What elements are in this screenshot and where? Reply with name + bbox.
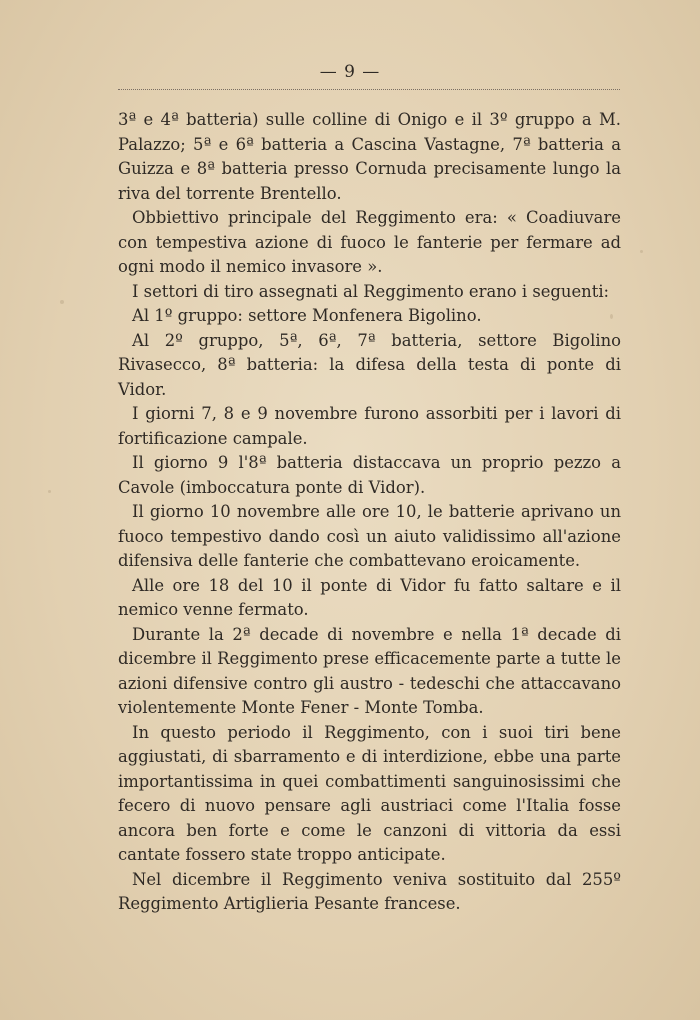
paragraph: Al 1º gruppo: settore Monfenera Bigolino. [132,306,482,325]
header-rule [118,89,620,90]
paper-speck [48,490,51,493]
paper-speck [60,300,64,304]
page-number: — 9 — [319,62,381,82]
paragraph: In questo periodo il Reggimento, con i suoi tiri bene aggiustati, di sbarramento e di interdizione, ebbe una parte importantissima in quei combattimenti sanguinosissimi che fecero di nuovo pensare agli austriaci come l'Italia fosse ancora ben forte e come le canzoni di vittoria da essi cantate fossero state troppo anticipate. [118,722,621,864]
paragraph: Alle ore 18 del 10 il ponte di Vidor fu fatto saltare e il nemico venne fermato. [118,575,621,619]
paper-speck [640,250,643,253]
body-text [118,108,621,917]
paragraph: I giorni 7, 8 e 9 novembre furono assorbiti per i lavori di fortificazione campale. [118,404,621,448]
paragraph: I settori di tiro assegnati al Reggimento erano i seguenti: [132,281,610,301]
paragraph: Il giorno 9 l'8ª batteria distaccava un proprio pezzo a Cavole (imboccatura ponte di Vidor). [118,453,621,497]
paragraph: Durante la 2ª decade di novembre e nella 1ª decade di dicembre il Reggimento prese efficacemente parte a tutte le azioni difensive contro gli austro - tedeschi che attaccavano violentemente Monte Fener - Monte Tomba. [118,624,621,717]
paragraph: 3ª e 4ª batteria) sulle colline di Onigo e il 3º gruppo a M. Palazzo; 5ª e 6ª batteria a Cascina Vastagne, 7ª batteria a Guizza e 8ª batteria presso Cornuda precisamente lungo la riva del torrente Brentello. [118,110,621,203]
paragraph: Obbiettivo principale del Reggimento era: « Coadiuvare con tempestiva azione di fuoco le fanterie per fermare ad ogni modo il nemico invasore ». [118,208,621,276]
paragraph: Al 2º gruppo, 5ª, 6ª, 7ª batteria, settore Bigolino Rivasecco, 8ª batteria: la difesa della testa di ponte di Vidor. [118,330,621,399]
paragraph: Il giorno 10 novembre alle ore 10, le batterie aprivano un fuoco tempestivo dando così un aiuto validissimo all'azione difensiva delle fanterie che combattevano eroicamente. [118,502,621,570]
paragraph: Nel dicembre il Reggimento veniva sostituito dal 255º Reggimento Artiglieria Pesante francese. [118,869,621,913]
